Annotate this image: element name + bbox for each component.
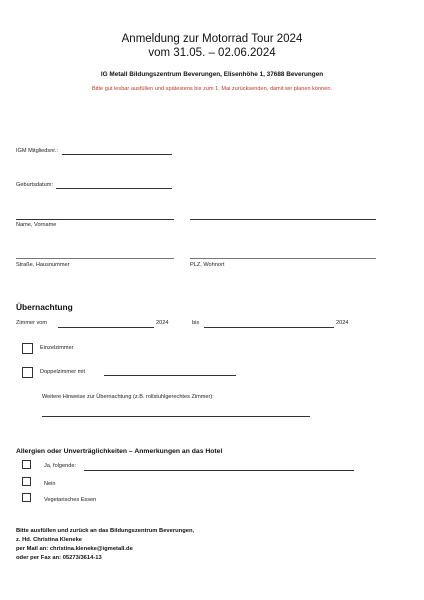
deadline-note: Bitte gut lesbar ausfüllen und spätestens bis zum 1. Mai zurücksenden, damit wir planen können.: [91, 86, 333, 92]
year-label-2: 2024: [336, 320, 349, 326]
overnight-hints-label: Weitere Hinweise zur Übernachtung (z.B. rollstuhlgerechtes Zimmer):: [42, 394, 214, 400]
allergies-heading: Allergien oder Unverträglichkeiten – Anmerkungen an das Hotel: [16, 448, 223, 455]
single-room-checkbox[interactable]: [22, 343, 33, 354]
member-number-field[interactable]: [62, 154, 172, 155]
double-room-partner-field[interactable]: [104, 375, 236, 376]
allergies-yes-checkbox[interactable]: [22, 460, 31, 469]
name-field[interactable]: [16, 219, 174, 220]
allergies-no-checkbox[interactable]: [22, 477, 31, 486]
vegetarian-label: Vegetarisches Essen: [44, 497, 97, 503]
organizer-address: IG Metall Bildungszentrum Beverungen, Elisenhöhe 1, 37688 Beverungen: [100, 71, 324, 78]
allergies-yes-label: Ja, folgende:: [44, 463, 77, 469]
footer-return-instructions: Bitte ausfüllen und zurück an das Bildungszentrum Beverungen,: [16, 528, 195, 534]
overnight-heading: Übernachtung: [16, 302, 73, 312]
footer-fax: oder per Fax an: 05273/3614-13: [16, 555, 102, 561]
single-room-label: Einzelzimmer: [40, 345, 74, 351]
double-room-checkbox[interactable]: [22, 367, 33, 378]
double-room-label: Doppelzimmer mit: [40, 369, 86, 375]
form-date-range: vom 31.05. – 02.06.2024: [148, 47, 276, 59]
birthdate-field[interactable]: [56, 188, 172, 189]
zip-label: PLZ, Wohnort: [190, 262, 225, 268]
name-field-right[interactable]: [190, 219, 376, 220]
room-to-label: bis: [192, 320, 200, 326]
footer-email[interactable]: per Mail an: christina.kleneke@igmetall.de: [16, 546, 133, 552]
overnight-hints-field[interactable]: [42, 416, 310, 417]
room-to-field[interactable]: [204, 327, 334, 328]
footer-contact-name: z. Hd. Christina Kleneke: [16, 537, 83, 543]
vegetarian-checkbox[interactable]: [22, 493, 31, 502]
zip-field[interactable]: [190, 258, 376, 259]
name-label: Name, Vorname: [16, 222, 57, 228]
street-label: Straße, Hausnummer: [16, 262, 70, 268]
member-number-label: IGM Mitgliedsnr.:: [16, 148, 58, 154]
allergies-no-label: Nein: [44, 481, 56, 487]
form-title: Anmeldung zur Motorrad Tour 2024: [121, 33, 303, 45]
birthdate-label: Geburtsdatum:: [16, 182, 53, 188]
allergies-details-field[interactable]: [84, 470, 354, 471]
room-from-label: Zimmer vom: [16, 320, 48, 326]
street-field[interactable]: [16, 258, 174, 259]
year-label-1: 2024: [156, 320, 169, 326]
room-from-field[interactable]: [58, 327, 154, 328]
